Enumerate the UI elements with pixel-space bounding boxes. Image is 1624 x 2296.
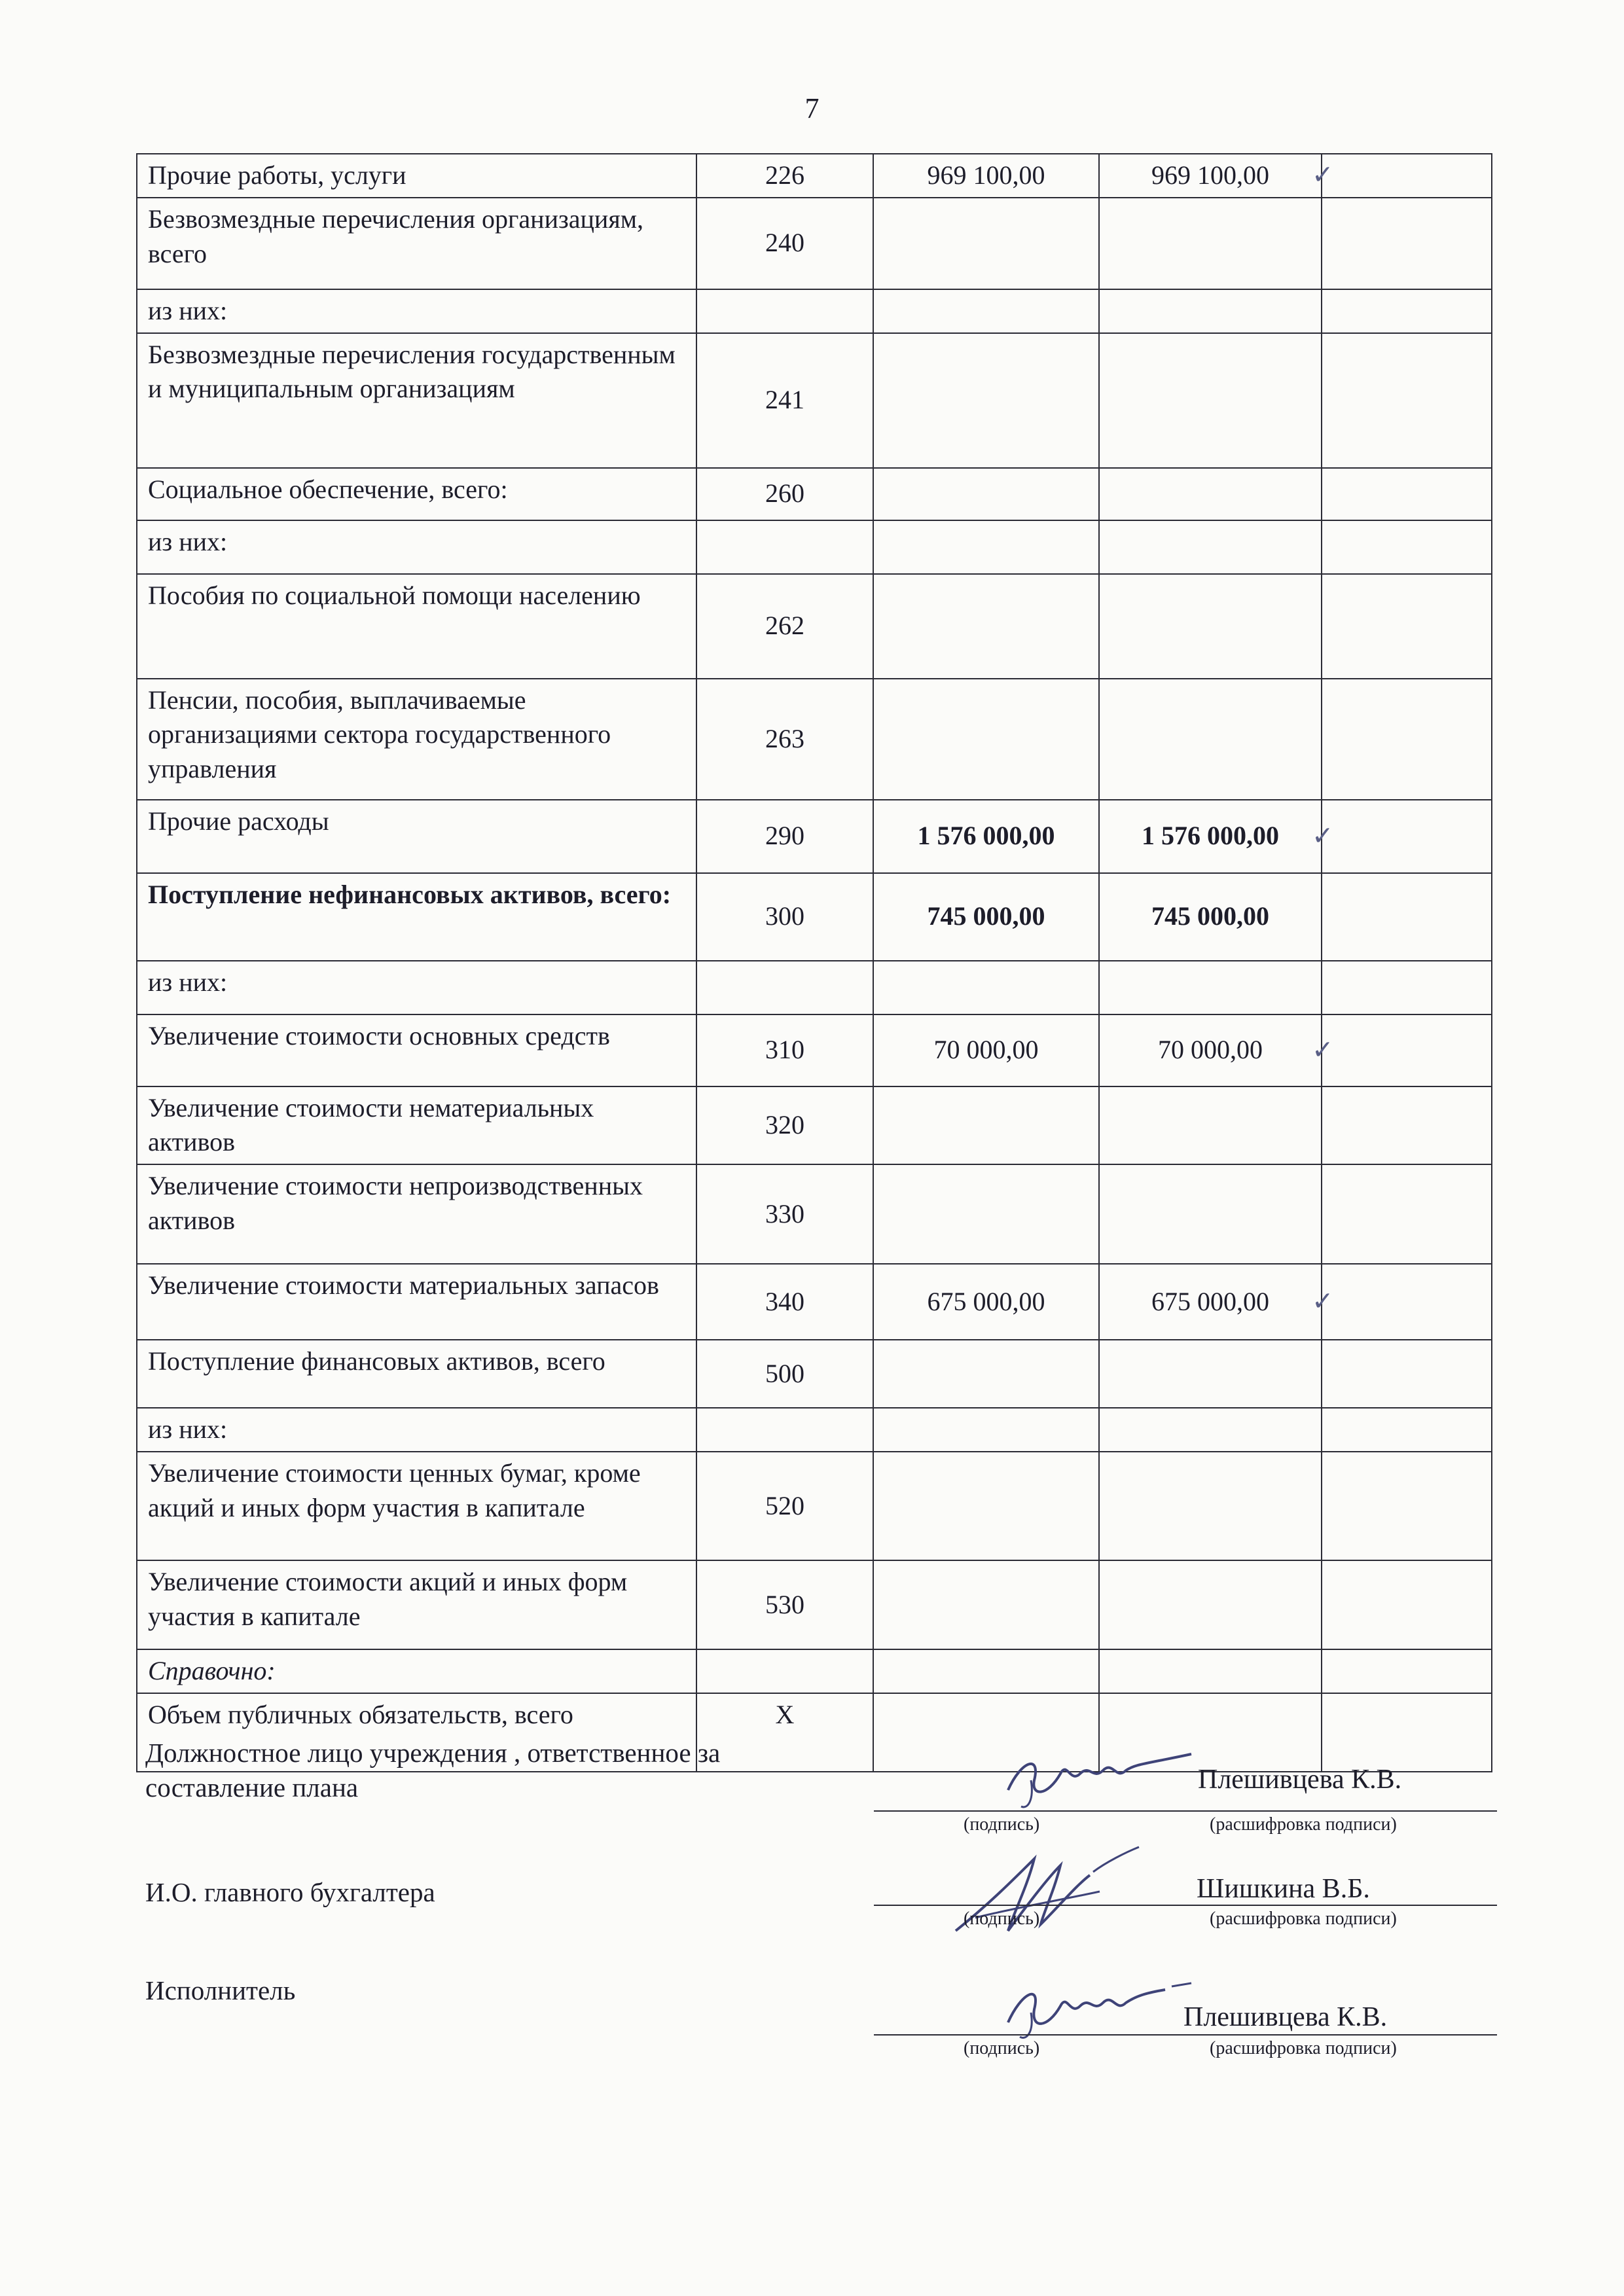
row-value-2: 70 000,00 bbox=[1099, 1014, 1322, 1086]
row-code: 262 bbox=[696, 574, 873, 679]
table-row bbox=[137, 679, 1492, 800]
row-value-2 bbox=[1099, 679, 1322, 800]
row-value-1: 1 576 000,00 bbox=[873, 800, 1099, 873]
signature-line bbox=[874, 2034, 1497, 2036]
table-row bbox=[137, 1014, 1492, 1086]
table-row bbox=[137, 873, 1492, 961]
row-code: 340 bbox=[696, 1264, 873, 1340]
row-value-2 bbox=[1099, 1452, 1322, 1560]
row-value-1: 745 000,00 bbox=[873, 873, 1099, 961]
page-number: 7 bbox=[804, 92, 820, 124]
row-value-1 bbox=[873, 1649, 1099, 1693]
row-value-2: 675 000,00 bbox=[1099, 1264, 1322, 1340]
signature-caption: (подпись) bbox=[964, 1909, 1040, 1929]
row-value-1 bbox=[873, 1340, 1099, 1408]
row-value-1 bbox=[873, 333, 1099, 468]
check-mark-icon: ✓ bbox=[1312, 1286, 1334, 1317]
row-code bbox=[696, 961, 873, 1014]
responsible-official-label: Должностное лицо учреждения , ответственное за составление плана bbox=[145, 1738, 721, 1803]
row-code bbox=[696, 1649, 873, 1693]
table-row bbox=[137, 468, 1492, 520]
row-value-2 bbox=[1099, 1408, 1322, 1452]
row-value-2 bbox=[1099, 1560, 1322, 1649]
table-row bbox=[137, 1340, 1492, 1408]
row-name: Увеличение стоимости ценных бумаг, кроме акций и иных форм участия в капитале bbox=[137, 1452, 696, 1560]
row-name: Увеличение стоимости непроизводственных активов bbox=[137, 1164, 696, 1264]
table-row bbox=[137, 574, 1492, 679]
row-name: Объем публичных обязательств, всего bbox=[137, 1693, 696, 1772]
row-value-2 bbox=[1099, 520, 1322, 574]
row-value-1: 969 100,00 bbox=[873, 154, 1099, 198]
row-name: Прочие расходы bbox=[137, 800, 696, 873]
row-code: 260 bbox=[696, 468, 873, 520]
table-row bbox=[137, 333, 1492, 468]
table-row bbox=[137, 1452, 1492, 1560]
row-value-2 bbox=[1099, 961, 1322, 1014]
row-name: из них: bbox=[137, 961, 696, 1014]
row-value-1: 70 000,00 bbox=[873, 1014, 1099, 1086]
row-value-1 bbox=[873, 679, 1099, 800]
row-name: Безвозмездные перечисления организациям, всего bbox=[137, 198, 696, 289]
executor-name: Плешивцева К.В. bbox=[1183, 2002, 1388, 2032]
row-name: Увеличение стоимости материальных запасов bbox=[137, 1264, 696, 1340]
row-value-1 bbox=[873, 1086, 1099, 1165]
row-name: из них: bbox=[137, 520, 696, 574]
signature-caption: (подпись) bbox=[964, 1814, 1040, 1835]
row-code: X bbox=[696, 1693, 873, 1772]
row-value-2 bbox=[1099, 289, 1322, 333]
row-value-2 bbox=[1099, 333, 1322, 468]
row-value-2: 1 576 000,00 bbox=[1099, 800, 1322, 873]
row-value-2 bbox=[1099, 1340, 1322, 1408]
row-code: 500 bbox=[696, 1340, 873, 1408]
row-value-1 bbox=[873, 574, 1099, 679]
row-name: Социальное обеспечение, всего: bbox=[137, 468, 696, 520]
row-name: из них: bbox=[137, 289, 696, 333]
row-name: Пенсии, пособия, выплачиваемые организациями сектора государственного управления bbox=[137, 679, 696, 800]
plan-table bbox=[136, 153, 1492, 1772]
row-code: 300 bbox=[696, 873, 873, 961]
row-code: 320 bbox=[696, 1086, 873, 1165]
row-code bbox=[696, 520, 873, 574]
table-row bbox=[137, 1086, 1492, 1165]
row-value-1 bbox=[873, 1560, 1099, 1649]
row-name: Увеличение стоимости основных средств bbox=[137, 1014, 696, 1086]
row-code: 240 bbox=[696, 198, 873, 289]
row-value-1 bbox=[873, 289, 1099, 333]
table-row bbox=[137, 1649, 1492, 1693]
row-value-1 bbox=[873, 1164, 1099, 1264]
handwritten-signature-1 bbox=[995, 1734, 1204, 1813]
executor-label: Исполнитель bbox=[145, 1975, 296, 2005]
check-mark-icon: ✓ bbox=[1312, 160, 1334, 190]
row-name: Прочие работы, услуги bbox=[137, 154, 696, 198]
decoding-caption: (расшифровка подписи) bbox=[1210, 1814, 1397, 1835]
row-code: 241 bbox=[696, 333, 873, 468]
row-code: 263 bbox=[696, 679, 873, 800]
chief-accountant-name: Шишкина В.Б. bbox=[1197, 1874, 1370, 1904]
chief-accountant-label: И.О. главного бухгалтера bbox=[145, 1877, 435, 1907]
table-row bbox=[137, 1264, 1492, 1340]
table-row bbox=[137, 198, 1492, 289]
row-name: из них: bbox=[137, 1408, 696, 1452]
row-name: Пособия по социальной помощи населению bbox=[137, 574, 696, 679]
table-row bbox=[137, 1560, 1492, 1649]
table-row bbox=[137, 1164, 1492, 1264]
responsible-official-name: Плешивцева К.В. bbox=[1198, 1765, 1402, 1795]
row-code: 330 bbox=[696, 1164, 873, 1264]
signature-line bbox=[874, 1810, 1497, 1812]
row-value-1: 675 000,00 bbox=[873, 1264, 1099, 1340]
row-value-1 bbox=[873, 520, 1099, 574]
row-code: 226 bbox=[696, 154, 873, 198]
signature-line bbox=[874, 1905, 1497, 1906]
row-value-2 bbox=[1099, 1649, 1322, 1693]
row-code bbox=[696, 289, 873, 333]
row-value-2 bbox=[1099, 1086, 1322, 1165]
row-value-2: 969 100,00 bbox=[1099, 154, 1322, 198]
decoding-caption: (расшифровка подписи) bbox=[1210, 2038, 1397, 2058]
check-mark-icon: ✓ bbox=[1312, 1035, 1334, 1066]
row-name: Увеличение стоимости акций и иных форм участия в капитале bbox=[137, 1560, 696, 1649]
table-row bbox=[137, 800, 1492, 873]
row-name: Увеличение стоимости нематериальных активов bbox=[137, 1086, 696, 1165]
table-row bbox=[137, 1408, 1492, 1452]
row-value-2 bbox=[1099, 198, 1322, 289]
table-row bbox=[137, 154, 1492, 198]
row-value-1 bbox=[873, 1452, 1099, 1560]
row-code bbox=[696, 1408, 873, 1452]
check-mark-icon: ✓ bbox=[1312, 821, 1334, 852]
row-code: 290 bbox=[696, 800, 873, 873]
decoding-caption: (расшифровка подписи) bbox=[1210, 1909, 1397, 1929]
table-row bbox=[137, 289, 1492, 333]
handwritten-signature-3 bbox=[995, 1964, 1204, 2042]
row-value-1 bbox=[873, 198, 1099, 289]
row-name: Справочно: bbox=[137, 1649, 696, 1693]
row-code: 520 bbox=[696, 1452, 873, 1560]
table-row bbox=[137, 520, 1492, 574]
row-value-2 bbox=[1099, 574, 1322, 679]
row-code: 530 bbox=[696, 1560, 873, 1649]
row-value-1 bbox=[873, 1408, 1099, 1452]
row-code: 310 bbox=[696, 1014, 873, 1086]
row-value-2: 745 000,00 bbox=[1099, 873, 1322, 961]
row-value-2 bbox=[1099, 468, 1322, 520]
row-value-2 bbox=[1099, 1164, 1322, 1264]
signature-caption: (подпись) bbox=[964, 2038, 1040, 2058]
row-value-1 bbox=[873, 468, 1099, 520]
table-row bbox=[137, 961, 1492, 1014]
row-name: Поступление финансовых активов, всего bbox=[137, 1340, 696, 1408]
row-value-1 bbox=[873, 961, 1099, 1014]
row-name: Безвозмездные перечисления государственным и муниципальным организациям bbox=[137, 333, 696, 468]
row-name: Поступление нефинансовых активов, всего: bbox=[137, 873, 696, 961]
